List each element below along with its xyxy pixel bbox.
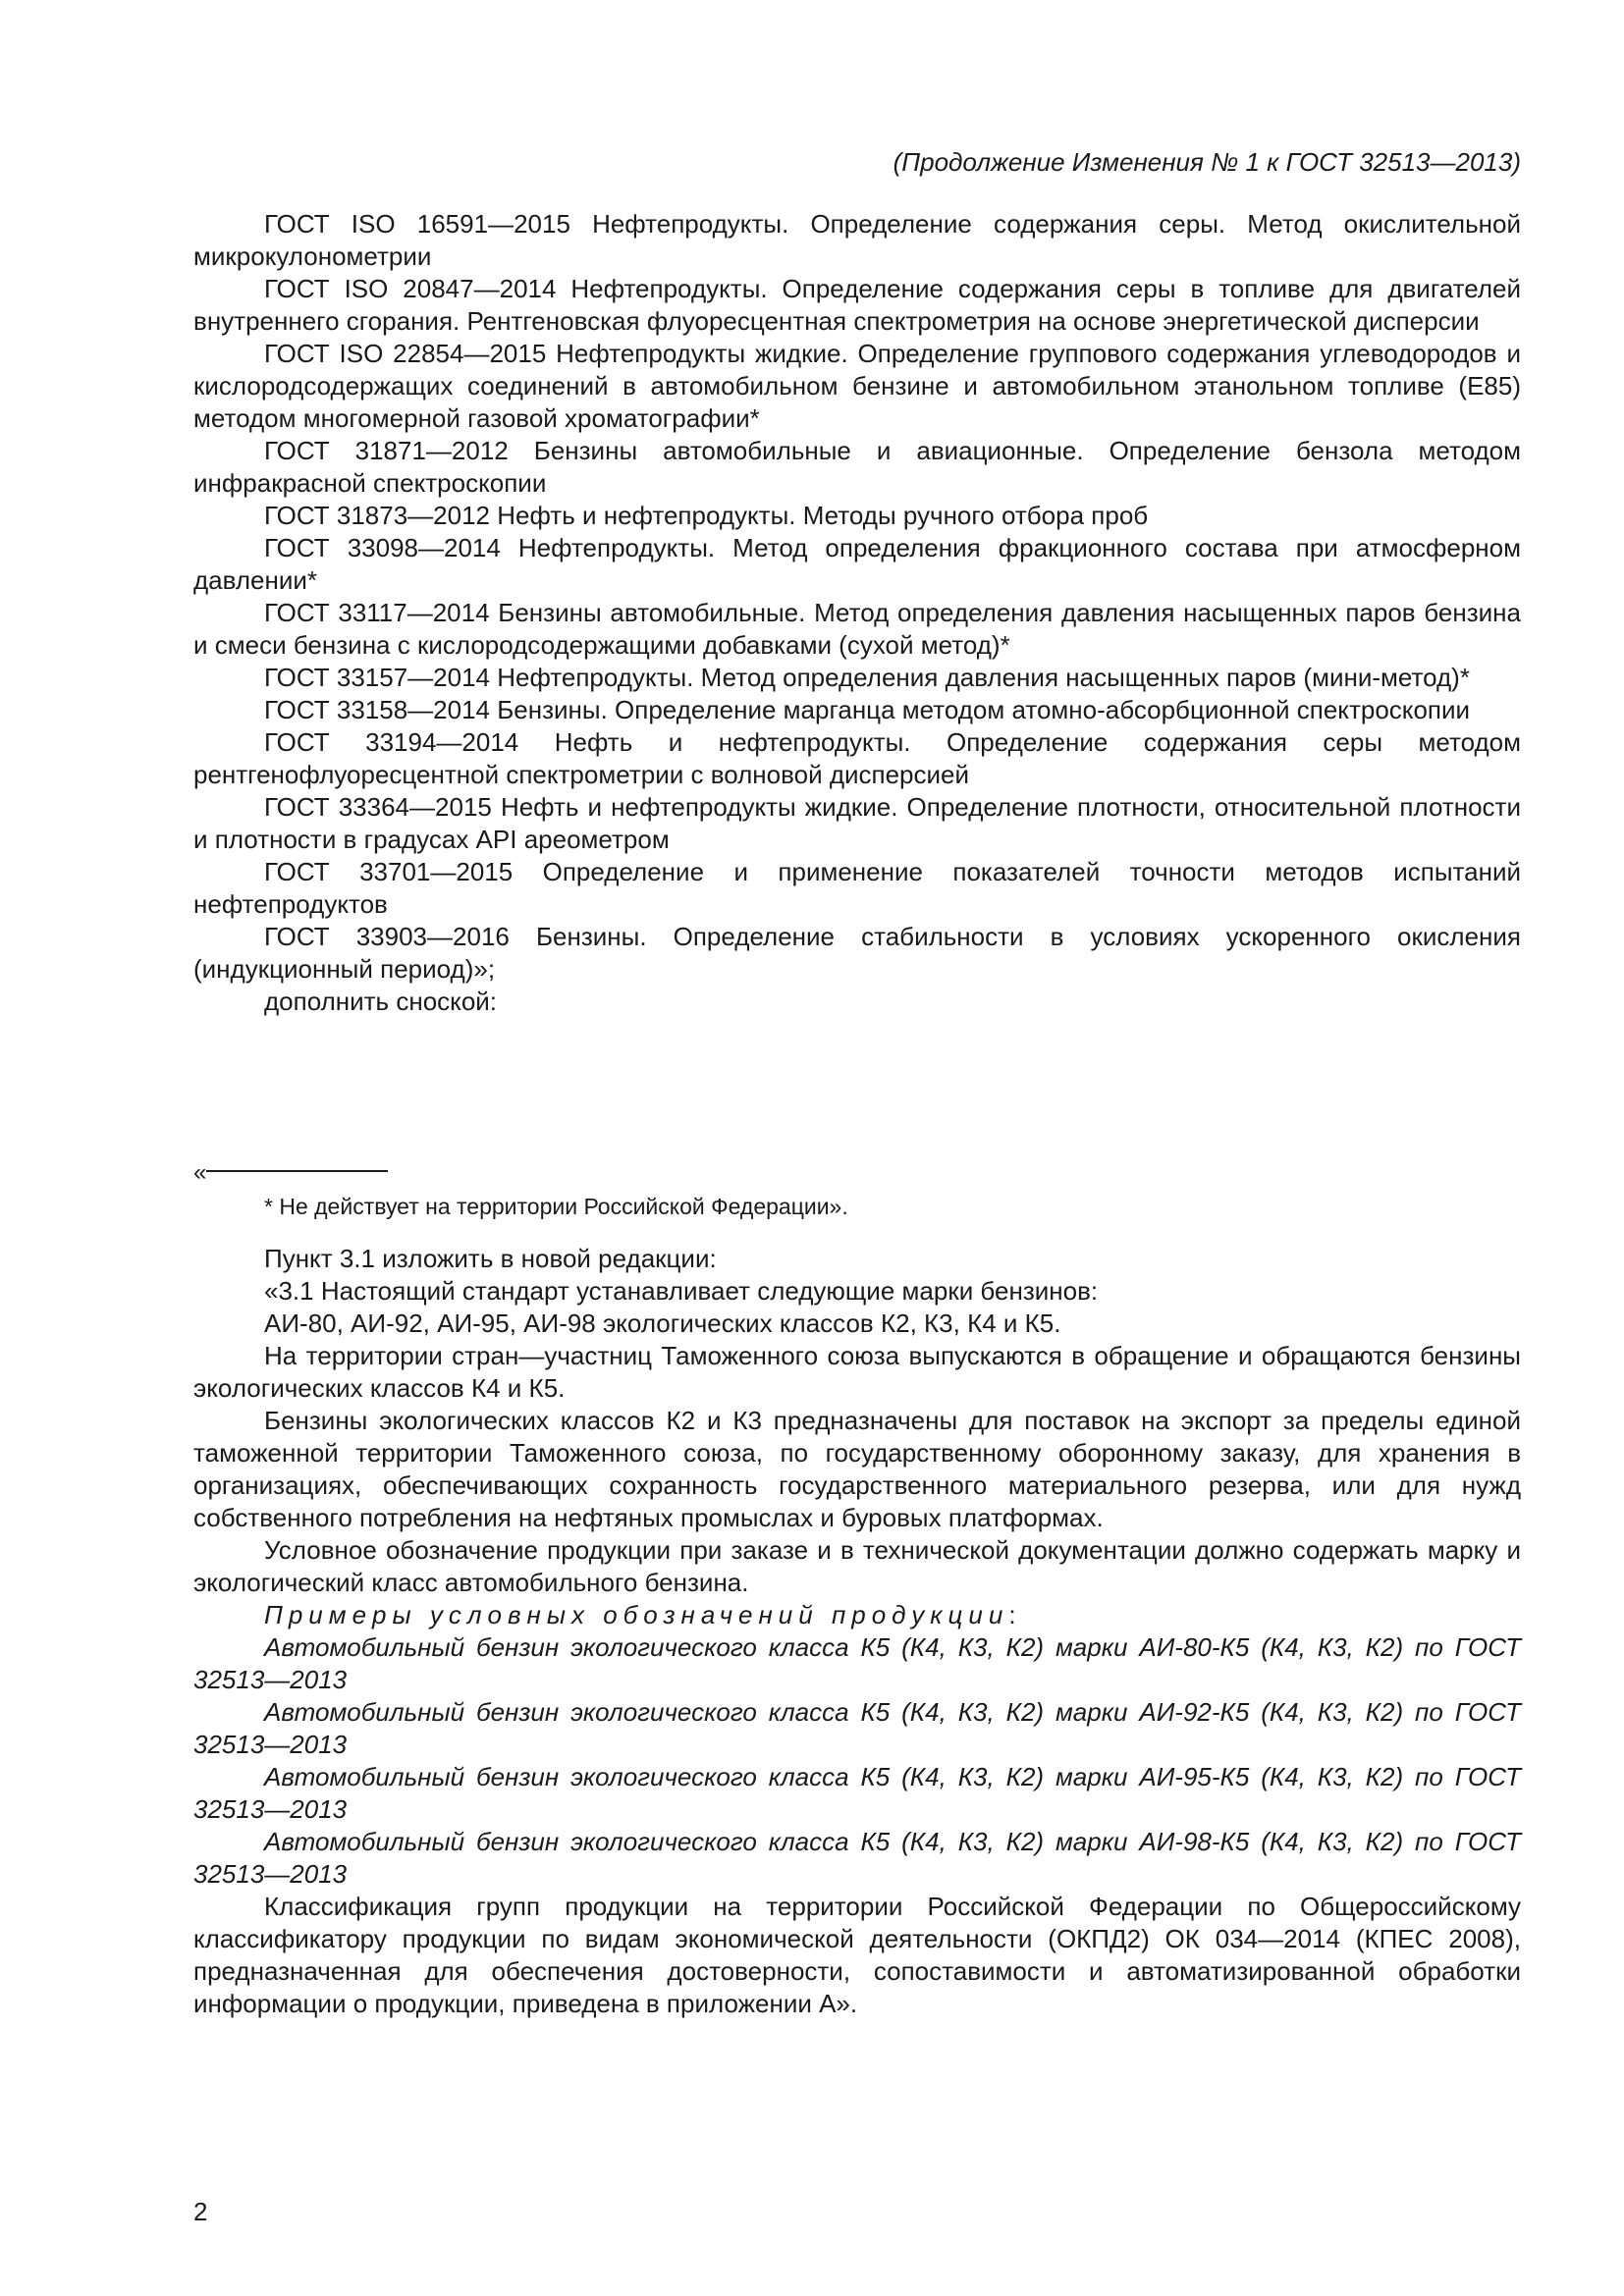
footnote-text: * Не действует на территории Российской Федерации». [264, 1194, 848, 1219]
footnote-separator [193, 1158, 388, 1188]
add-footnote-instruction: дополнить сноской: [264, 987, 498, 1016]
reference-item: ГОСТ 33194—2014 Нефть и нефтепродукты. Определение содержания серы методом рентгенофлуоресцентной спектрометрии с волновой дисперсией [193, 727, 1521, 789]
footnote-open-quote: « [193, 1159, 207, 1186]
example-item: Автомобильный бензин экологического класса К5 (К4, К3, К2) марки АИ-92-К5 (К4, К3, К2) по ГОСТ 32513—2013 [193, 1697, 1521, 1759]
reference-item: ГОСТ 33098—2014 Нефтепродукты. Метод определения фракционного состава при атмосферном давлении* [193, 533, 1521, 595]
examples-heading-text: Примеры условных обозначений продукции [264, 1600, 1009, 1629]
section-paragraph: Условное обозначение продукции при заказе и в технической документации должно содержать марку и экологический класс автомобильного бензина. [193, 1535, 1521, 1597]
reference-item: ГОСТ 33701—2015 Определение и применение показателей точности методов испытаний нефтепродуктов [193, 857, 1521, 919]
reference-item: ГОСТ 33117—2014 Бензины автомобильные. Метод определения давления насыщенных паров бензина и смеси бензина с кислородсодержащими добавками (сухой метод)* [193, 598, 1521, 660]
example-item: Автомобильный бензин экологического класса К5 (К4, К3, К2) марки АИ-80-К5 (К4, К3, К2) по ГОСТ 32513—2013 [193, 1632, 1521, 1694]
reference-item: ГОСТ 33903—2016 Бензины. Определение стабильности в условиях ускоренного окисления (индукционный период)»; [193, 922, 1521, 984]
reference-item: ГОСТ 31871—2012 Бензины автомобильные и авиационные. Определение бензола методом инфракрасной спектроскопии [193, 436, 1521, 498]
reference-item: ГОСТ ISO 16591—2015 Нефтепродукты. Определение содержания серы. Метод окислительной микрокулонометрии [193, 209, 1521, 271]
reference-item: ГОСТ 31873—2012 Нефть и нефтепродукты. Методы ручного отбора проб [264, 501, 1149, 530]
page-number: 2 [193, 2197, 208, 2226]
section-3-1 [193, 1243, 1521, 2020]
reference-item: ГОСТ 33364—2015 Нефть и нефтепродукты жидкие. Определение плотности, относительной плотности и плотности в градусах API ареометром [193, 792, 1521, 854]
section-paragraph: «3.1 Настоящий стандарт устанавливает следующие марки бензинов: [264, 1276, 1099, 1306]
reference-item: ГОСТ ISO 20847—2014 Нефтепродукты. Определение содержания серы в топливе для двигателей внутреннего сгорания. Рентгеновская флуоресцентная спектрометрия на основе энергетической дисперсии [193, 274, 1521, 336]
reference-item: ГОСТ 33157—2014 Нефтепродукты. Метод определения давления насыщенных паров (мини-метод)* [264, 663, 1470, 692]
reference-item: ГОСТ ISO 22854—2015 Нефтепродукты жидкие. Определение группового содержания углеводородов и кислородсодержащих соединений в автомобильном бензине и автомобильном этанольном топливе (Е85) методом многомерной газовой хроматографии* [193, 339, 1521, 433]
footnote-rule [206, 1170, 388, 1172]
section-paragraph: Бензины экологических классов К2 и К3 предназначены для поставок на экспорт за пределы единой таможенной территории Таможенного союза, по государственному оборонному заказу, для хранения в организациях, обеспечивающих сохранность государственного материального резерва, или для нужд собственного потребления на нефтяных промыслах и буровых платформах. [193, 1406, 1521, 1532]
section-paragraph: Классификация групп продукции на территории Российской Федерации по Общероссийскому классификатору продукции по видам экономической деятельности (ОКПД2) ОК 034—2014 (КПЕС 2008), предназначенная для обеспечения достоверности, сопоставимости и автоматизированной обработки информации о продукции, приведена в приложении А». [193, 1892, 1521, 2018]
example-item: Автомобильный бензин экологического класса К5 (К4, К3, К2) марки АИ-95-К5 (К4, К3, К2) по ГОСТ 32513—2013 [193, 1762, 1521, 1824]
example-item: Автомобильный бензин экологического класса К5 (К4, К3, К2) марки АИ-98-К5 (К4, К3, К2) по ГОСТ 32513—2013 [193, 1827, 1521, 1889]
examples-heading-colon: : [1008, 1600, 1016, 1629]
continuation-header: (Продолжение Изменения № 1 к ГОСТ 32513—2013) [893, 147, 1521, 177]
reference-list [193, 208, 1521, 1018]
examples-heading [193, 1599, 1521, 1631]
section-paragraph: На территории стран—участниц Таможенного союза выпускаются в обращение и обращаются бензины экологических классов К4 и К5. [193, 1341, 1521, 1403]
section-intro: Пункт 3.1 изложить в новой редакции: [264, 1244, 717, 1273]
section-paragraph: АИ-80, АИ-92, АИ-95, АИ-98 экологических классов К2, К3, К4 и К5. [264, 1308, 1061, 1338]
reference-item: ГОСТ 33158—2014 Бензины. Определение марганца методом атомно-абсорбционной спектроскопии [264, 695, 1471, 724]
